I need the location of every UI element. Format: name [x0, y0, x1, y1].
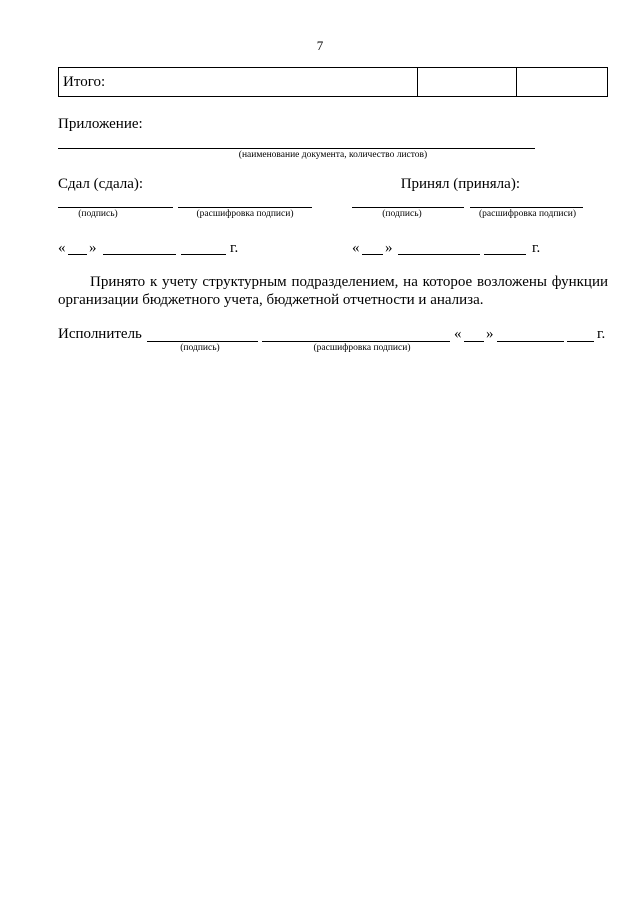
handed-over-quote-close: »: [89, 240, 97, 256]
executor-signature-caption: (подпись): [180, 343, 220, 353]
handed-over-signature-line: [58, 207, 173, 208]
handed-over-year-line: [181, 254, 226, 255]
executor-decode-caption: (расшифровка подписи): [313, 343, 411, 353]
handed-over-quote-open: «: [58, 240, 66, 256]
executor-decode-line: [262, 341, 450, 342]
accepted-signature-caption: (подпись): [382, 209, 422, 219]
handed-over-year-suffix: г.: [230, 240, 239, 256]
appendix-line: [58, 148, 535, 149]
handed-over-label: Сдал (сдала):: [58, 176, 144, 192]
executor-day-line: [464, 341, 484, 342]
handed-over-signature-caption: (подпись): [78, 209, 118, 219]
executor-label: Исполнитель: [58, 326, 142, 342]
totals-label: Итого:: [63, 73, 106, 90]
handed-over-day-line: [68, 254, 87, 255]
executor-year-line: [567, 341, 594, 342]
accepted-year-suffix: г.: [532, 240, 541, 256]
executor-year-suffix: г.: [597, 326, 606, 342]
accepted-label: Принял (приняла):: [400, 176, 520, 192]
appendix-label: Приложение:: [58, 116, 143, 132]
handed-over-month-line: [103, 254, 176, 255]
accepted-year-line: [484, 254, 526, 255]
page-number: 7: [316, 38, 324, 53]
executor-signature-line: [147, 341, 258, 342]
totals-value-cell-2: [517, 68, 608, 97]
accepted-quote-open: «: [352, 240, 360, 256]
handed-over-decode-caption: (расшифровка подписи): [196, 209, 294, 219]
totals-value-cell-1: [418, 68, 517, 97]
executor-month-line: [497, 341, 564, 342]
accepted-month-line: [398, 254, 480, 255]
handed-over-decode-line: [178, 207, 312, 208]
executor-quote-open: «: [454, 326, 462, 342]
accepted-signature-line: [352, 207, 464, 208]
accepted-decode-line: [470, 207, 583, 208]
accepted-day-line: [362, 254, 383, 255]
totals-table: [58, 67, 608, 97]
appendix-caption: (наименование документа, количество листов): [238, 150, 428, 160]
accepted-decode-caption: (расшифровка подписи): [479, 209, 576, 219]
accepted-quote-close: »: [385, 240, 393, 256]
totals-label-cell: [59, 68, 418, 97]
executor-quote-close: »: [486, 326, 494, 342]
acceptance-paragraph: Принято к учету структурным подразделением, на которое возложены функции организации бюджетного учета, бюджетной отчетности и анализа.: [58, 274, 608, 308]
